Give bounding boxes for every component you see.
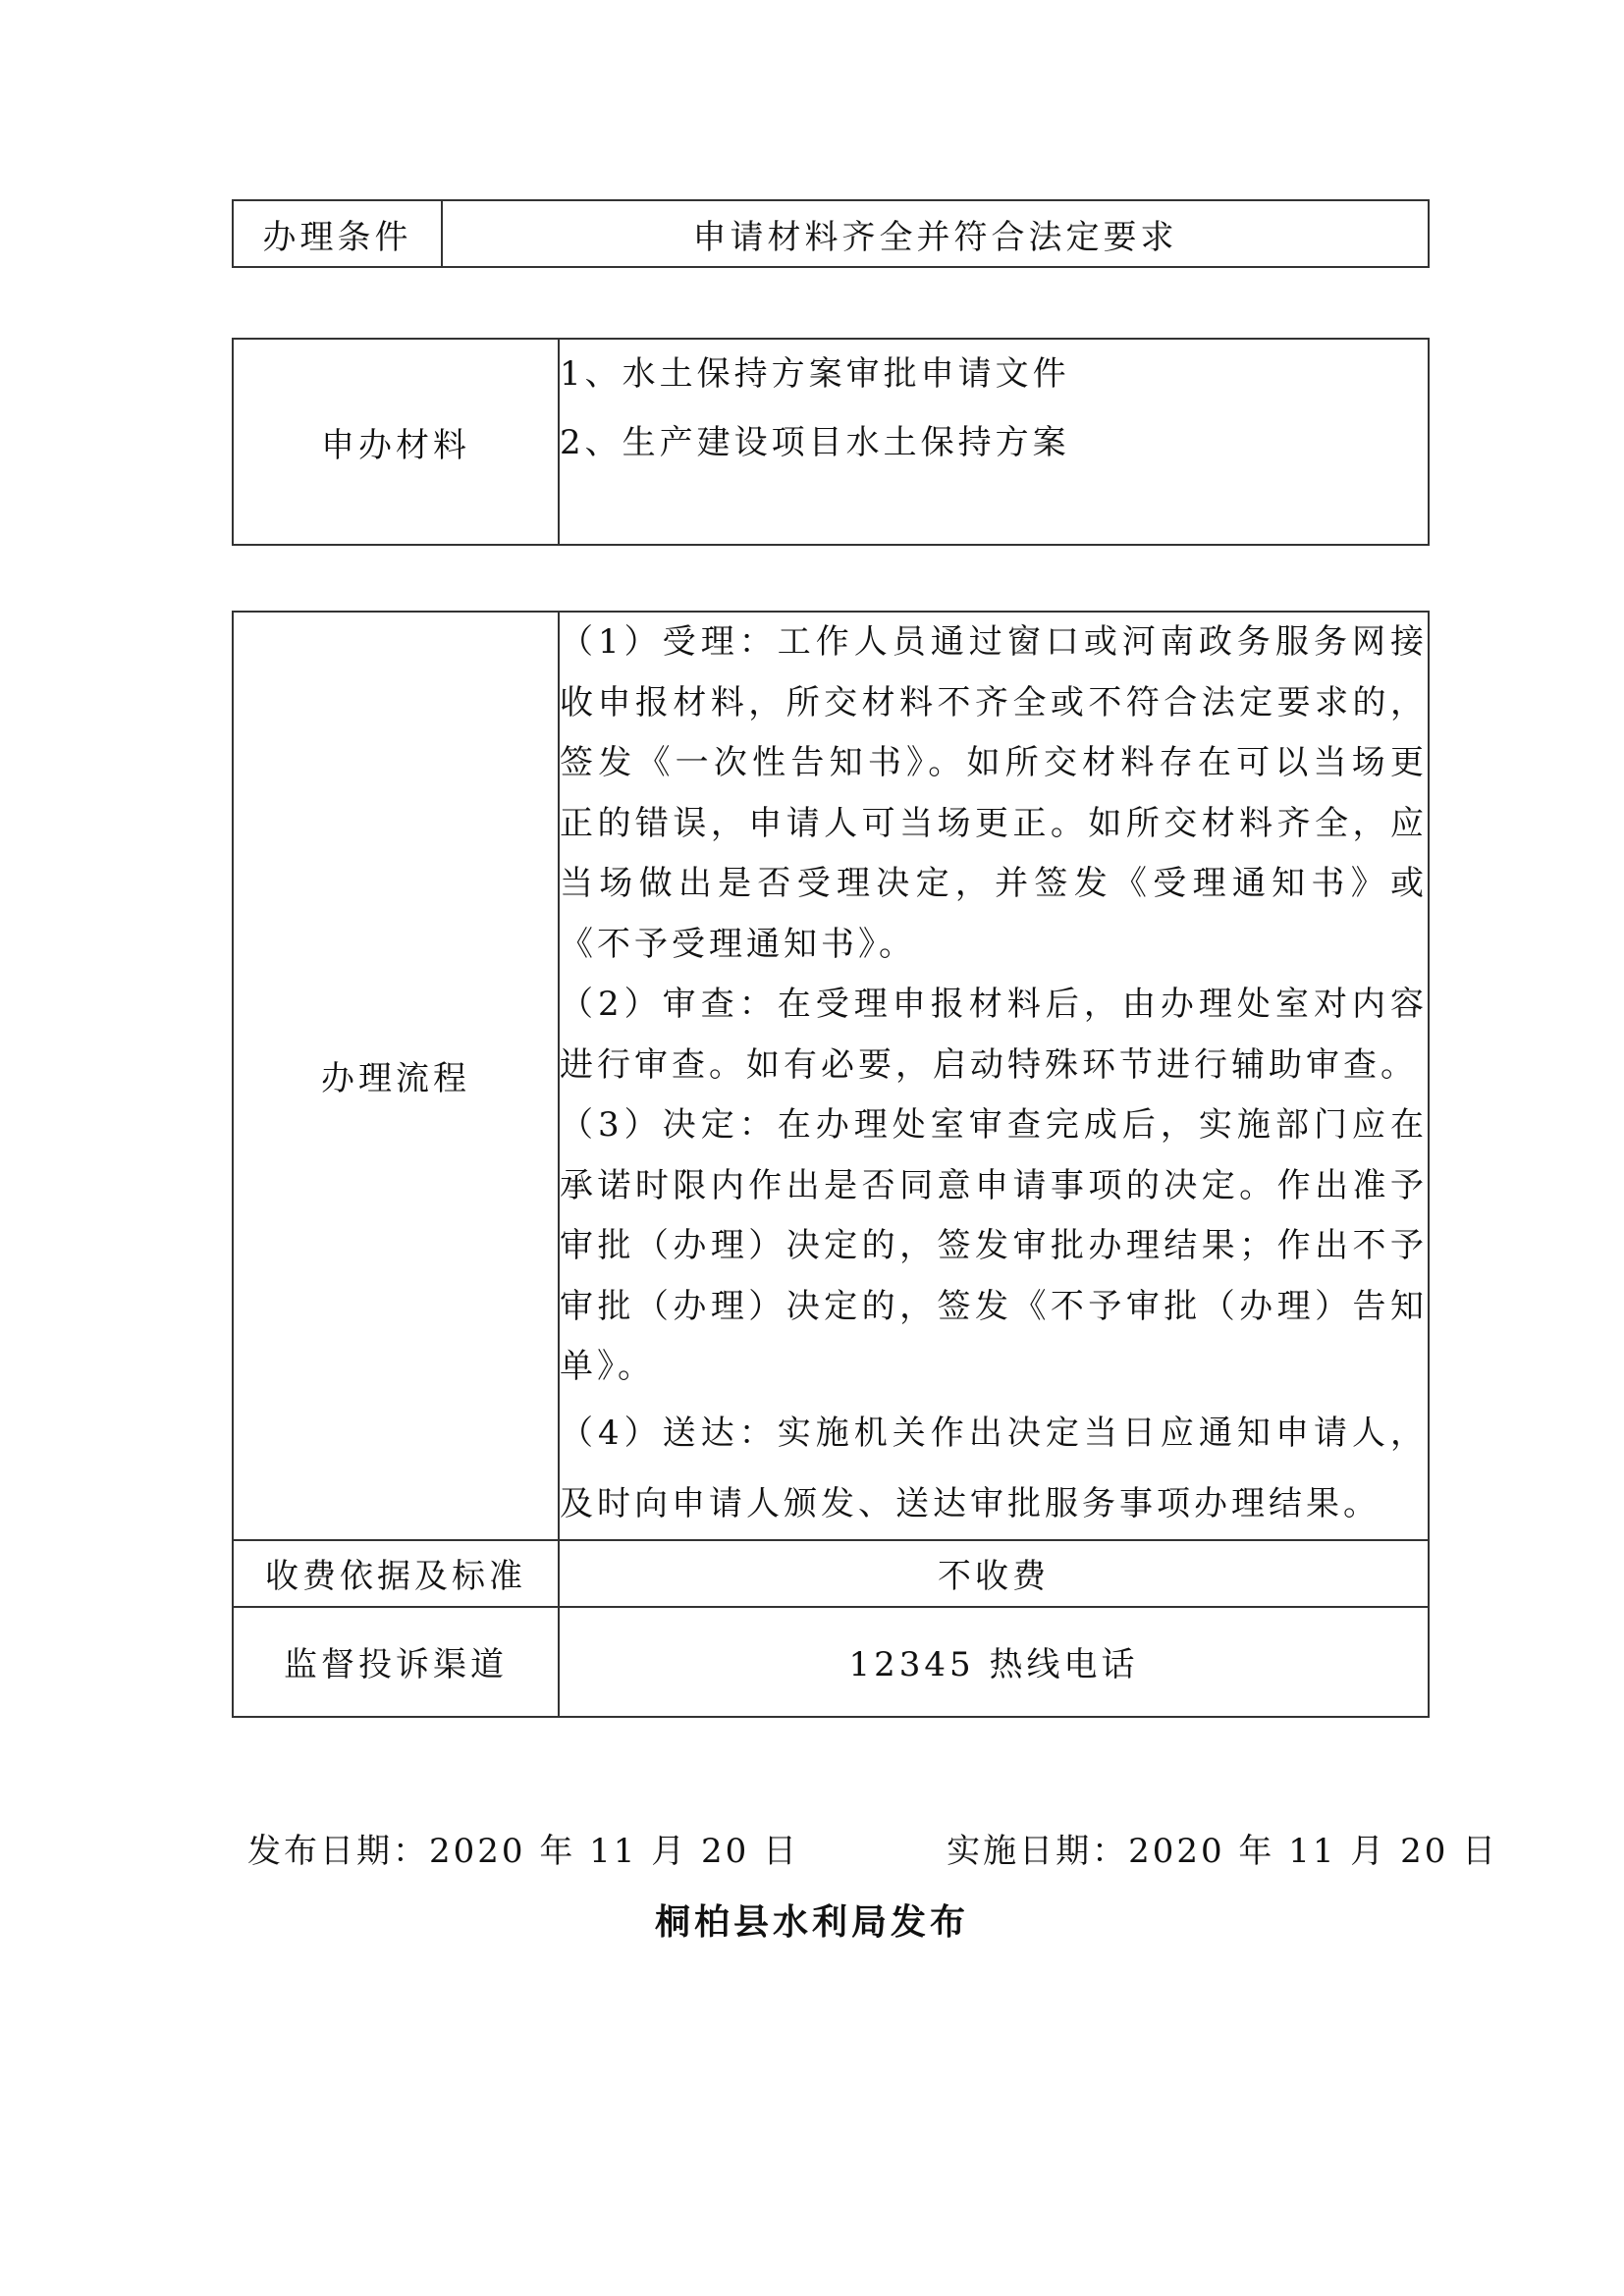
- conditions-table: [232, 199, 1430, 268]
- fee-row: [233, 1540, 1429, 1607]
- conditions-value: 申请材料齐全并符合法定要求: [442, 200, 1429, 267]
- process-step-review: （2）审查：在受理申报材料后，由办理处室对内容进行审查。如有必要，启动特殊环节进行辅助审查。: [560, 985, 1428, 1085]
- complaint-label: 监督投诉渠道: [233, 1607, 559, 1717]
- material-item-2: 2、生产建设项目水土保持方案: [560, 423, 1070, 462]
- process-step-accept: （1）受理：工作人员通过窗口或河南政务服务网接收申报材料，所交材料不齐全或不符合法定要求的，签发《一次性告知书》。如所交材料存在可以当场更正的错误，申请人可当场更正。如所交材料齐全，应当场做出是否受理决定，并签发《受理通知书》或《不予受理通知书》。: [560, 622, 1428, 964]
- material-item-1: 1、水土保持方案审批申请文件: [560, 354, 1070, 394]
- complaint-value: 12345 热线电话: [559, 1607, 1429, 1717]
- materials-list: [559, 339, 1429, 545]
- process-steps: [559, 612, 1429, 1540]
- complaint-row: [233, 1607, 1429, 1717]
- implement-date: 实施日期：2020 年 11 月 20 日: [947, 1832, 1499, 1871]
- materials-label: 申办材料: [233, 339, 559, 545]
- process-step-decision: （3）决定：在办理处室审查完成后，实施部门应在承诺时限内作出是否同意申请事项的决定。作出准予审批（办理）决定的，签发审批办理结果；作出不予审批（办理）决定的，签发《不予审批（办理）告知单》。: [560, 1105, 1428, 1386]
- fee-value: 不收费: [559, 1540, 1429, 1607]
- conditions-label: 办理条件: [233, 200, 442, 267]
- footer-dates: [247, 1824, 1498, 1872]
- process-row: [233, 612, 1429, 1540]
- fee-label: 收费依据及标准: [233, 1540, 559, 1607]
- conditions-row: [233, 200, 1429, 267]
- process-step-delivery: （4）送达：实施机关作出决定当日应通知申请人，及时向申请人颁发、送达审批服务事项办理结果。: [560, 1413, 1428, 1523]
- publisher: 桐柏县水利局发布: [654, 1901, 969, 1943]
- process-label: 办理流程: [233, 612, 559, 1540]
- publish-date: 发布日期：2020 年 11 月 20 日: [247, 1832, 800, 1871]
- materials-row: [233, 339, 1429, 545]
- materials-table: [232, 338, 1430, 546]
- process-table: [232, 611, 1430, 1718]
